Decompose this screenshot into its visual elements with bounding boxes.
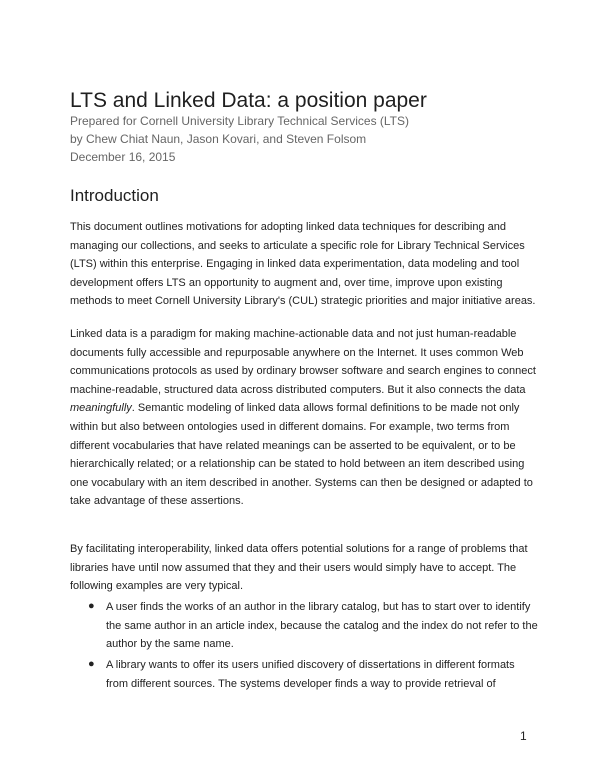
paragraph-line: one vocabulary with an item described in another. Systems can then be designed or adapted to [70,476,533,489]
paragraph-line: different vocabularies that have related meanings can be asserted to be equivalent, or to be [70,439,516,452]
bullet-marker: ● [88,658,95,670]
page-number: 1 [520,729,527,743]
paragraph-line: take advantage of these assertions. [70,495,244,508]
prepared-for-line: Prepared for Cornell University Library Technical Services (LTS) [70,114,410,128]
paragraph-line: This document outlines motivations for adopting linked data techniques for describing and [70,221,506,233]
document-title: LTS and Linked Data: a position paper [70,89,427,112]
paragraph-line: libraries have until now assumed that they and their users would simply have to accept. The [70,561,517,574]
paragraph-line: communications protocols as used by ordinary browser software and search engines to connect [70,365,536,378]
bullet-marker: ● [88,600,95,612]
bullet-item-2 [106,656,536,693]
paragraph-line: By facilitating interoperability, linked data offers potential solutions for a range of problems that [70,543,528,555]
paragraph-line: (LTS) within this enterprise. Engaging in linked data experimentation, data modeling and tool [70,258,520,271]
date-line: December 16, 2015 [70,150,176,164]
paragraph-line: documents fully accessible and repurposable anywhere on the Internet. It uses common Web [70,346,524,359]
paragraph-line-rest: . Semantic modeling of linked data allows formal definitions to be made not only [131,402,520,415]
introduction-heading: Introduction [70,186,159,205]
paragraph-line: methods to meet Cornell University Library's (CUL) strategic priorities and major initiative areas. [70,295,536,308]
paragraph-line: Linked data is a paradigm for making machine-actionable data and not just human-readable [70,328,517,340]
paragraph-line: within but also between ontologies used in different domains. For example, two terms from [70,420,510,433]
bullet-line: author by the same name. [106,638,234,651]
authors-line: by Chew Chiat Naun, Jason Kovari, and Steven Folsom [70,132,367,146]
bullet-item-1 [106,598,536,654]
intro-paragraph-2 [70,325,534,511]
paragraph-line: machine-readable, structured data across distributed computers. But it also connects the data [70,383,526,396]
paragraph-line: development offers LTS an opportunity to augment and, over time, improve upon existing [70,276,503,289]
bullet-line: A library wants to offer its users unified discovery of dissertations in different formats [106,659,515,671]
intro-paragraph-1 [70,218,534,311]
bullet-line: from different sources. The systems developer finds a way to provide retrieval of [106,677,496,690]
paragraph-line: hierarchically related; or a relationship can be stated to hold between an item described using [70,458,525,471]
bullet-line: A user finds the works of an author in the library catalog, but has to start over to identify [106,601,531,613]
paragraph-line: following examples are very typical. [70,580,244,593]
paragraph-line: managing our collections, and seeks to articulate a specific role for Library Technical Services [70,239,525,252]
emphasis-meaningfully: meaningfully [70,402,132,415]
paragraph-line [70,399,534,418]
bullet-line: the same author in an article index, because the catalog and the index do not refer to the [106,619,538,632]
intro-paragraph-3 [70,540,534,596]
